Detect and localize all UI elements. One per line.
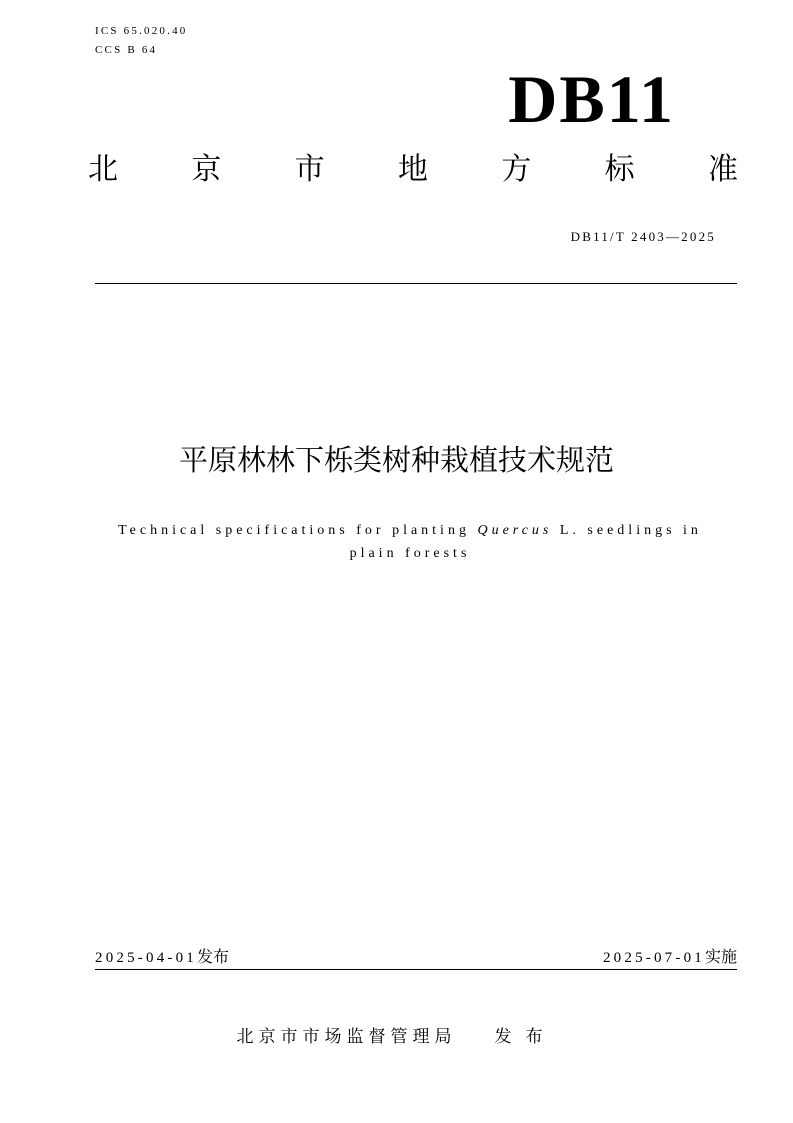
- standard-type: [88, 148, 738, 192]
- standard-type-char: 北: [88, 152, 118, 187]
- document-title-english: [110, 519, 710, 565]
- standard-code-logo: DB11: [508, 61, 675, 137]
- title-english-part2: L. seedlings in plain forests: [349, 523, 702, 561]
- issuer: [0, 1024, 793, 1050]
- issuer-label: 发布: [494, 1027, 557, 1047]
- publish-date: [95, 946, 229, 969]
- ics-code: ICS 65.020.40: [95, 25, 188, 37]
- ccs-code: CCS B 64: [95, 44, 158, 56]
- standard-type-char: 市: [294, 152, 325, 187]
- implement-date-value: 2025-07-01: [602, 950, 705, 966]
- issuer-name: 北京市市场监督管理局: [236, 1027, 457, 1047]
- implement-date: [603, 946, 737, 969]
- standard-type-char: 方: [501, 152, 532, 187]
- standard-type-char: 地: [397, 152, 428, 187]
- document-title-chinese: 平原林林下栎类树种栽植技术规范: [178, 443, 614, 477]
- title-english-italic: Quercus: [477, 523, 553, 538]
- standard-type-char: 京: [191, 152, 222, 187]
- bottom-divider: [95, 969, 737, 970]
- standard-type-char: 准: [707, 152, 738, 187]
- standard-type-char: 标: [604, 152, 635, 187]
- publish-date-label: 发布: [197, 947, 230, 966]
- publish-date-value: 2025-04-01: [95, 950, 197, 966]
- implement-date-label: 实施: [704, 947, 737, 966]
- standard-number: DB11/T 2403—2025: [570, 229, 716, 244]
- title-english-part1: Technical specifications for planting: [118, 523, 478, 538]
- top-divider: [95, 283, 737, 284]
